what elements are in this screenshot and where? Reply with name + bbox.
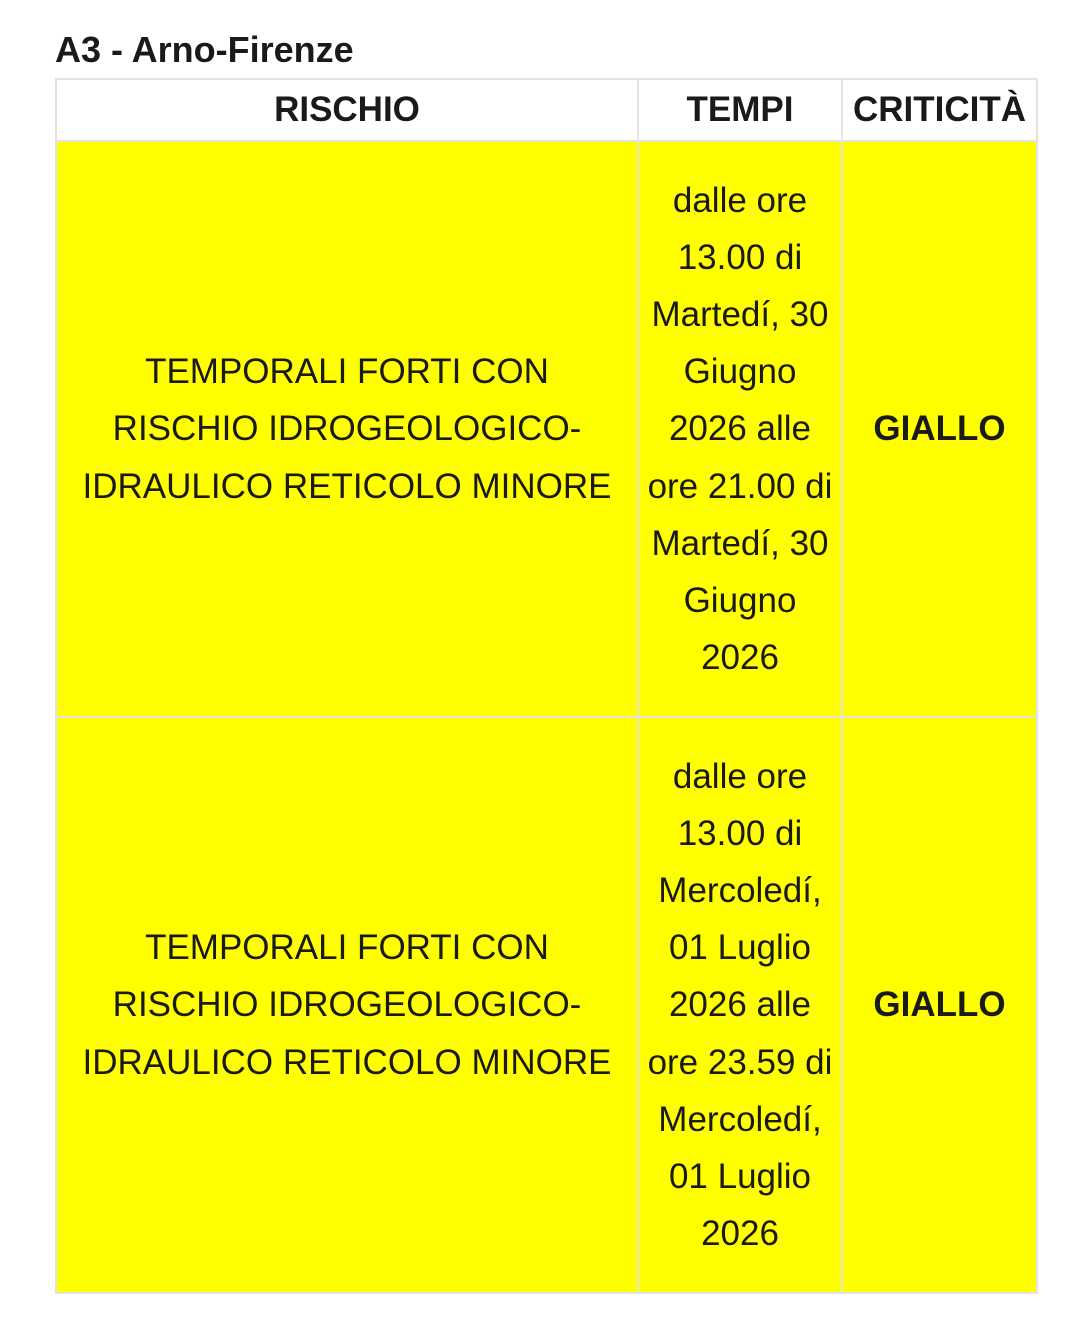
risk-text-line: RISCHIO IDROGEOLOGICO- xyxy=(112,985,582,1025)
level-cell: GIALLO xyxy=(842,141,1037,717)
time-cell: dalle ore 13.00 di Martedí, 30 Giugno 2026 alle ore 21.00 di Martedí, 30 Giugno 2026 xyxy=(638,141,842,717)
risk-text-line: IDRAULICO RETICOLO MINORE xyxy=(82,1042,612,1082)
risk-cell xyxy=(56,141,638,717)
time-cell: dalle ore 13.00 di Mercoledí, 01 Luglio 2026 alle ore 23.59 di Mercoledí, 01 Luglio 2026 xyxy=(638,717,842,1293)
column-header-risk: RISCHIO xyxy=(56,79,638,141)
column-header-time: TEMPI xyxy=(638,79,842,141)
risk-text-line: TEMPORALI FORTI CON xyxy=(145,928,549,968)
alert-table xyxy=(55,78,1038,1294)
table-row xyxy=(56,141,1037,717)
level-cell: GIALLO xyxy=(842,717,1037,1293)
zone-title: A3 - Arno-Firenze xyxy=(55,29,354,70)
risk-text-line: IDRAULICO RETICOLO MINORE xyxy=(82,466,612,506)
risk-cell xyxy=(56,717,638,1293)
column-header-level: CRITICITÀ xyxy=(842,79,1037,141)
table-row xyxy=(56,717,1037,1293)
risk-text-line: TEMPORALI FORTI CON xyxy=(145,352,549,392)
table-header-row xyxy=(56,79,1037,141)
risk-text-line: RISCHIO IDROGEOLOGICO- xyxy=(112,409,582,449)
